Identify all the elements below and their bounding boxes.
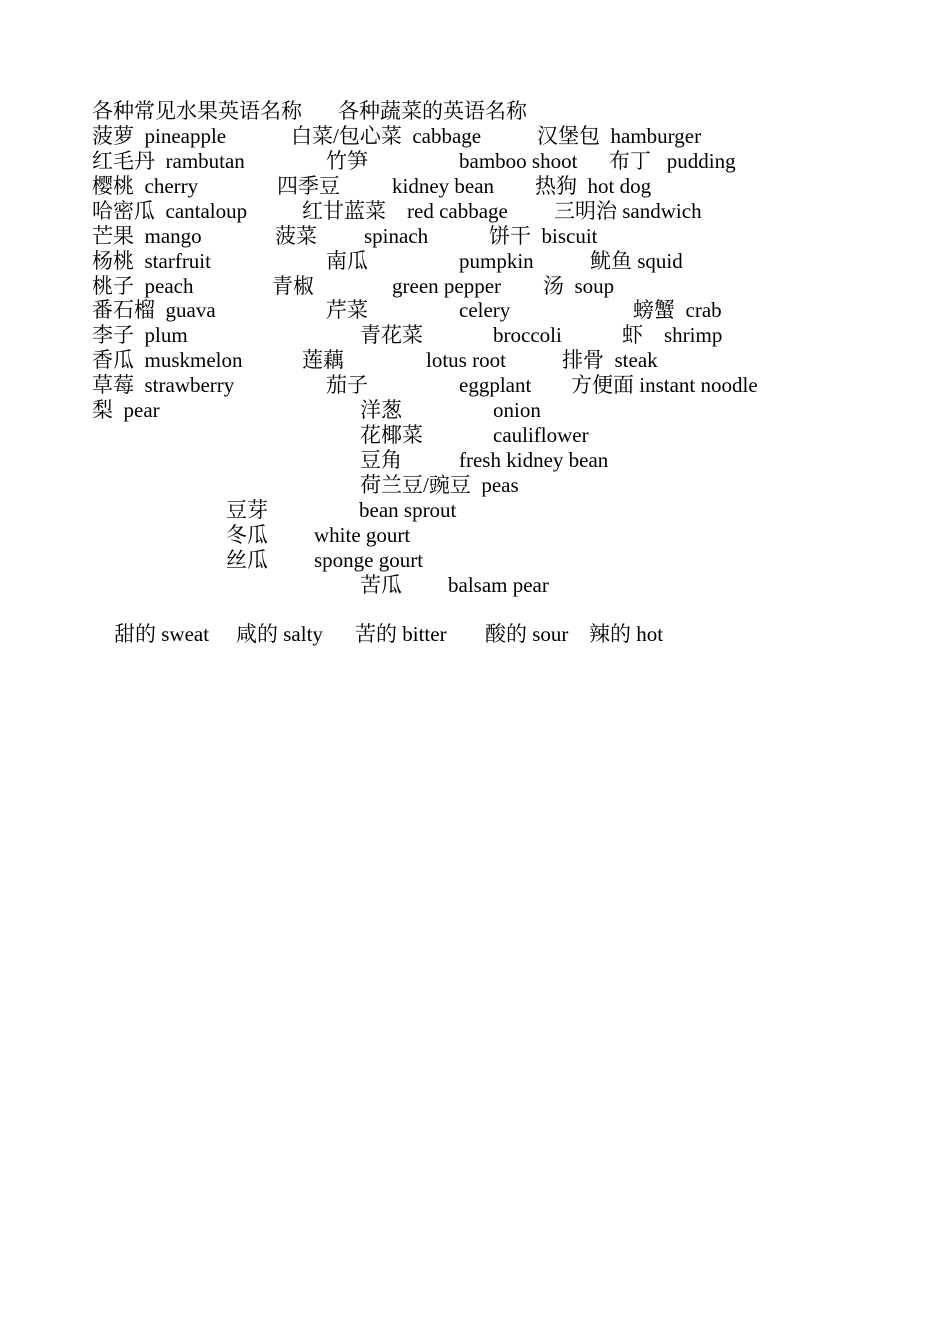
vegetable-item: 红甘蓝菜 red cabbage xyxy=(302,199,508,223)
food-item: 虾 shrimp xyxy=(622,323,723,347)
vegetable-item: 白菜/包心菜 cabbage xyxy=(291,124,482,148)
fruit-item: 菠萝 pineapple xyxy=(92,124,227,148)
food-item: 热狗 hot dog xyxy=(535,174,652,198)
vegetable-chinese: 洋葱 xyxy=(360,398,402,422)
vegetable-chinese: 花椰菜 xyxy=(360,423,423,447)
food-item: 方便面 instant noodle xyxy=(571,373,758,397)
food-item: 排骨 steak xyxy=(562,348,658,372)
vegetable-chinese: 冬瓜 xyxy=(226,523,268,547)
fruit-item: 红毛丹 rambutan xyxy=(92,149,245,173)
fruit-item: 哈密瓜 cantaloup xyxy=(92,199,248,223)
fruit-item: 番石榴 guava xyxy=(92,298,216,322)
food-item: 三明治 sandwich xyxy=(554,199,702,223)
vegetable-list-title: 各种蔬菜的英语名称 xyxy=(338,99,527,123)
fruit-item: 梨 pear xyxy=(92,398,160,422)
vegetable-chinese: 莲藕 xyxy=(302,348,344,372)
vegetable-english: kidney bean xyxy=(392,174,495,198)
fruit-item: 香瓜 muskmelon xyxy=(92,348,243,372)
vegetable-chinese: 竹笋 xyxy=(326,149,368,173)
vegetable-chinese: 豆芽 xyxy=(226,498,268,522)
vegetable-english: celery xyxy=(459,298,511,322)
vegetable-chinese: 丝瓜 xyxy=(226,548,268,572)
fruit-item: 樱桃 cherry xyxy=(92,174,199,198)
vegetable-english: white gourt xyxy=(314,523,411,547)
food-item: 汤 soup xyxy=(543,274,615,298)
vegetable-chinese: 四季豆 xyxy=(277,174,340,198)
vegetable-english: pumpkin xyxy=(459,249,534,273)
fruit-item: 芒果 mango xyxy=(92,224,202,248)
vegetable-english: bean sprout xyxy=(359,498,457,522)
vegetable-english: bamboo shoot xyxy=(459,149,578,173)
food-item: 鱿鱼 squid xyxy=(590,249,683,273)
fruit-item: 桃子 peach xyxy=(92,274,194,298)
food-item: 布丁 pudding xyxy=(609,149,736,173)
vegetable-item: 荷兰豆/豌豆 peas xyxy=(360,473,519,497)
vegetable-chinese: 茄子 xyxy=(326,373,368,397)
fruit-item: 李子 plum xyxy=(92,323,188,347)
vegetable-english: balsam pear xyxy=(448,573,549,597)
vegetable-chinese: 芹菜 xyxy=(326,298,368,322)
taste-item: 辣的 hot xyxy=(589,622,664,646)
vegetable-english: fresh kidney bean xyxy=(459,448,609,472)
taste-item: 甜的 sweat xyxy=(114,622,210,646)
food-item: 饼干 biscuit xyxy=(489,224,598,248)
vegetable-chinese: 豆角 xyxy=(360,448,402,472)
vegetable-english: sponge gourt xyxy=(314,548,424,572)
taste-item: 酸的 sour xyxy=(485,622,569,646)
taste-item: 苦的 bitter xyxy=(355,622,447,646)
vegetable-english: cauliflower xyxy=(493,423,589,447)
vegetable-english: eggplant xyxy=(459,373,532,397)
vegetable-chinese: 青花菜 xyxy=(360,323,423,347)
vegetable-english: onion xyxy=(493,398,541,422)
vegetable-english: broccoli xyxy=(493,323,562,347)
fruit-list-title: 各种常见水果英语名称 xyxy=(92,99,302,123)
vegetable-chinese: 苦瓜 xyxy=(360,573,402,597)
vegetable-english: green pepper xyxy=(392,274,502,298)
fruit-item: 杨桃 starfruit xyxy=(92,249,211,273)
vegetable-chinese: 南瓜 xyxy=(326,249,368,273)
vegetable-chinese: 菠菜 xyxy=(275,224,317,248)
taste-item: 咸的 salty xyxy=(236,622,323,646)
vegetable-english: spinach xyxy=(364,224,429,248)
food-item: 螃蟹 crab xyxy=(633,298,722,322)
food-item: 汉堡包 hamburger xyxy=(537,124,702,148)
vegetable-english: lotus root xyxy=(426,348,506,372)
vegetable-chinese: 青椒 xyxy=(272,274,314,298)
fruit-item: 草莓 strawberry xyxy=(92,373,235,397)
